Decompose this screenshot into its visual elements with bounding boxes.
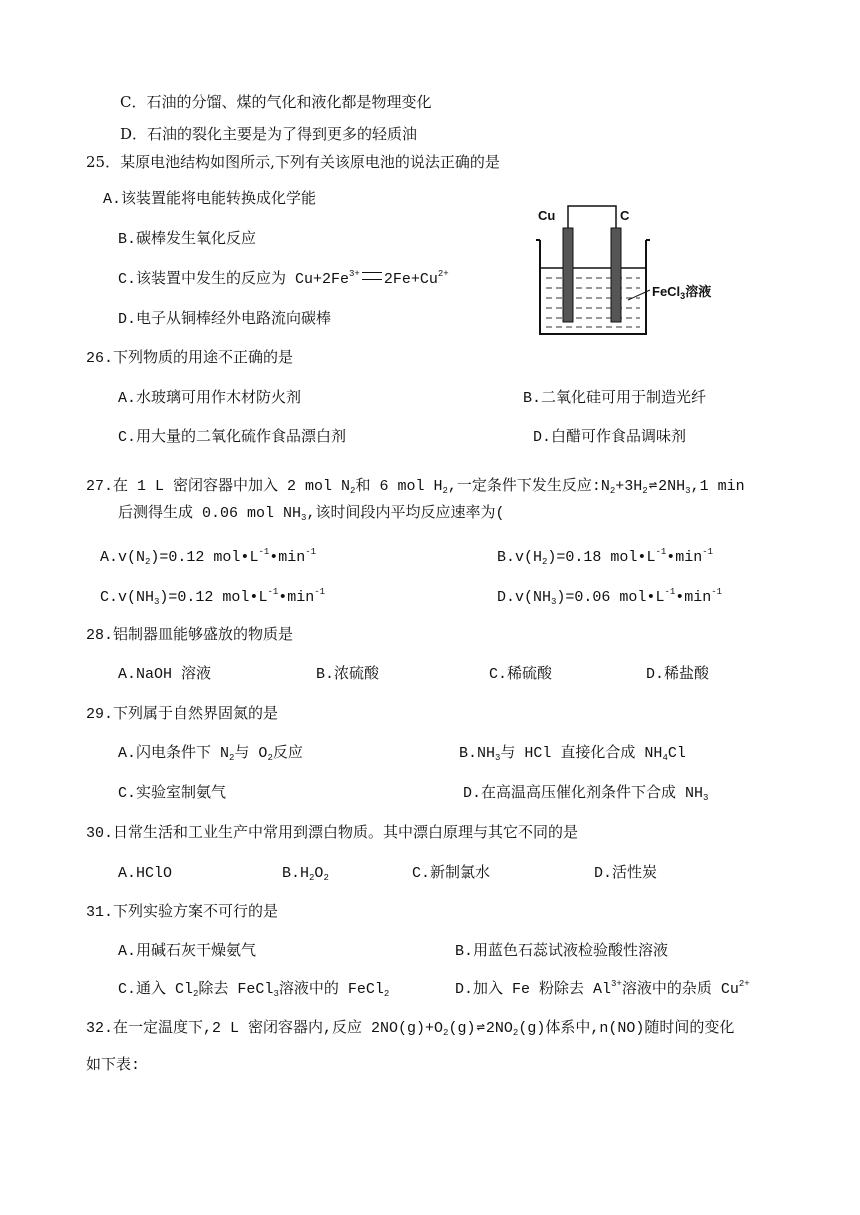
q31-option-c: C.通入 $Cl_2$除去 FeCl$_3$溶液中的 FeCl$_2$ xyxy=(118,981,390,999)
carbon-electrode xyxy=(611,228,621,322)
q25-option-a: A.该装置能将电能转换成化学能 xyxy=(103,191,317,208)
q27-stem-line1: 27.在 1 L 密闭容器中加入 2 mol $N_2$和 6 mol $H_2$,一定条件下发生反应$:N_2+3H_2\rightleftharpoons 2NH_3,1$ min xyxy=(86,478,745,496)
equals-sign-icon xyxy=(362,272,382,280)
q25-stem: 25．某原电池结构如图所示,下列有关该原电池的说法正确的是 xyxy=(86,153,500,171)
q26-option-a: A.水玻璃可用作木材防火剂 xyxy=(118,390,302,407)
wire-icon xyxy=(568,206,616,234)
q26-option-d: D.白醋可作食品调味剂 xyxy=(533,429,687,446)
q24-option-d: D．石油的裂化主要是为了得到更多的轻质油 xyxy=(120,125,418,143)
q32-stem-line1: 32.在一定温度下,2 L 密闭容器内,反应 $2NO(g)+O_2(g)\rightleftharpoons 2NO_2(g)$体系中,n(NO)随时间的变化 xyxy=(86,1020,735,1038)
q30-stem: 30.日常生活和工业生产中常用到漂白物质。其中漂白原理与其它不同的是 xyxy=(86,825,579,842)
q29-stem: 29.下列属于自然界固氮的是 xyxy=(86,706,279,723)
q26-option-c: C.用大量的二氧化硫作食品漂白剂 xyxy=(118,429,347,446)
q28-option-a: A.NaOH 溶液 xyxy=(118,666,212,683)
q31-stem: 31.下列实验方案不可行的是 xyxy=(86,904,279,921)
q25-option-b: B.碳棒发生氧化反应 xyxy=(118,231,257,248)
reversible-arrow-icon: ⇌ xyxy=(648,478,658,494)
q27-option-d: $D.v(NH_3)=0.06$ $mol•L^{-1}•\min^{-1}$ xyxy=(497,587,723,607)
reversible-arrow-icon: ⇌ xyxy=(476,1020,485,1036)
galvanic-cell-diagram xyxy=(528,200,758,340)
q28-option-b: B.浓硫酸 xyxy=(316,666,380,683)
q31-option-b: B.用蓝色石蕊试液检验酸性溶液 xyxy=(455,943,669,960)
q27-option-c: $C.v(NH_3)=0.12$ $mol•L^{-1}•\min^{-1}$ xyxy=(100,587,326,607)
q31-option-a: A.用碱石灰干燥氨气 xyxy=(118,943,257,960)
q25-option-c: C.该装置中发生的反应为 $Cu+2Fe^{3+}$ $2Fe+Cu^{2+}$ xyxy=(118,269,449,288)
beaker-icon xyxy=(540,240,646,334)
q32-stem-line2: 如下表: xyxy=(86,1057,141,1074)
q24-option-c: C．石油的分馏、煤的气化和液化都是物理变化 xyxy=(120,93,432,111)
q29-option-c: C.实验室制氨气 xyxy=(118,785,227,802)
q31-option-d: D.加入 Fe 粉除去 $Al^{3+}$溶液中的杂质 $Cu^{2+}$ xyxy=(455,979,750,998)
label-c: C xyxy=(620,208,630,223)
q28-stem: 28.铝制器皿能够盛放的物质是 xyxy=(86,627,294,644)
label-solution: FeCl$_3$溶液 xyxy=(652,284,712,301)
q30-option-d: D.活性炭 xyxy=(594,865,658,882)
copper-electrode xyxy=(563,228,573,322)
q25-option-d: D.电子从铜棒经外电路流向碳棒 xyxy=(118,311,332,328)
q30-option-a: A.HClO xyxy=(118,865,173,882)
q28-option-d: D.稀盐酸 xyxy=(646,666,710,683)
label-cu: Cu xyxy=(538,208,556,223)
q27-option-a: $A.v(N_2)=0.12$ $mol•L^{-1}•\min^{-1}$ xyxy=(100,547,317,567)
q27-stem-line2: 后测得生成 0.06 mol $NH_3$,该时间段内平均反应速率为( xyxy=(118,505,505,523)
q30-option-b: $B.H_2O_2$ xyxy=(282,865,329,883)
q27-option-b: $B.v(H_2)=0.18$ $mol•L^{-1}•\min^{-1}$ xyxy=(497,547,714,567)
q30-option-c: C.新制氯水 xyxy=(412,865,491,882)
q29-option-a: A.闪电条件下 $N_2$与 $O_2$反应 xyxy=(118,745,303,763)
solution-dashes xyxy=(546,278,640,327)
q26-stem: 26.下列物质的用途不正确的是 xyxy=(86,350,294,367)
q28-option-c: C.稀硫酸 xyxy=(489,666,553,683)
q26-option-b: B.二氧化硅可用于制造光纤 xyxy=(523,390,707,407)
q29-option-d: D.在高温高压催化剂条件下合成 $NH_3$ xyxy=(463,785,709,803)
q29-option-b: $B.NH_3$与 HCl 直接化合成 $NH_4Cl$ xyxy=(459,745,686,763)
